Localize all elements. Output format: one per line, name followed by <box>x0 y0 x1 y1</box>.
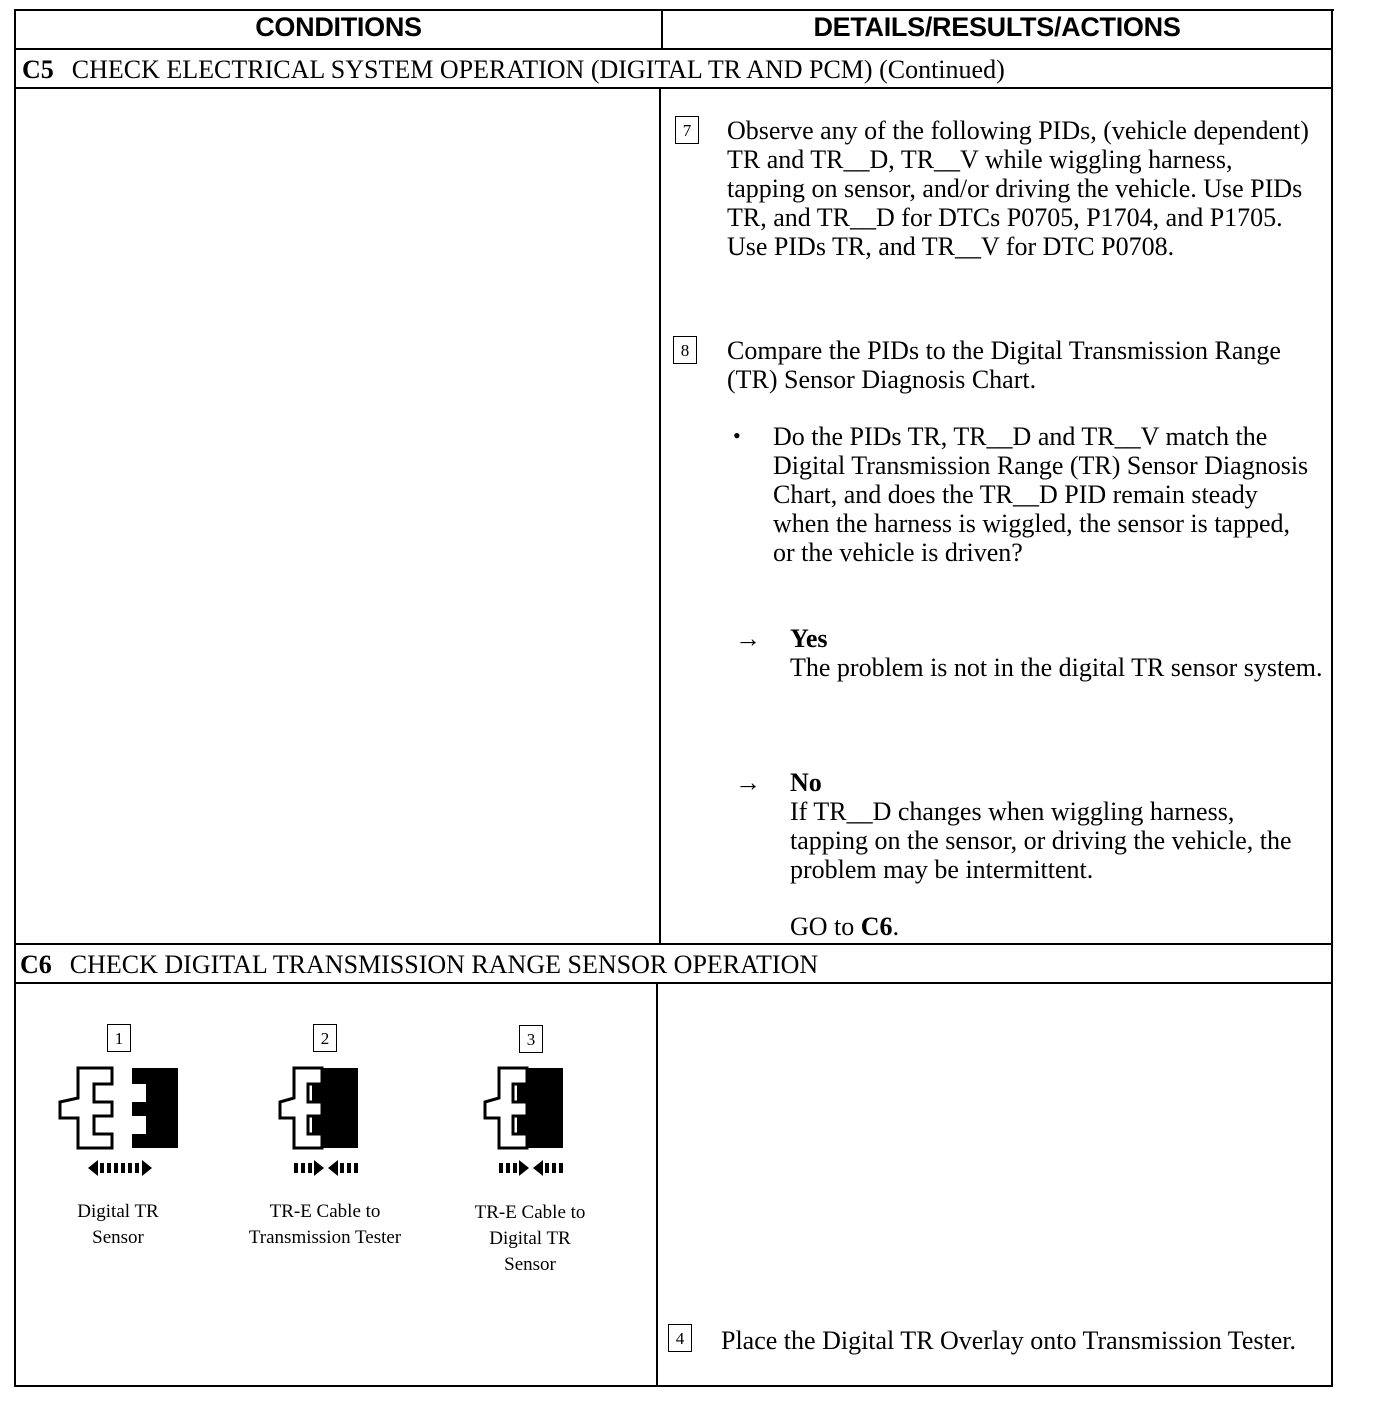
step-8-text: Compare the PIDs to the Digital Transmission Range (TR) Sensor Diagnosis Chart. <box>727 336 1281 394</box>
goto-suffix: . <box>892 912 900 941</box>
no-arrow: → <box>735 768 761 797</box>
outer-bottom-border <box>14 1385 1333 1387</box>
figure-1-connector-diagram <box>52 1062 192 1182</box>
c6-title-text: CHECK DIGITAL TRANSMISSION RANGE SENSOR OPERATION <box>69 950 819 979</box>
no-label: No <box>790 768 822 797</box>
outer-top-border <box>14 9 1334 11</box>
inward-arrows <box>499 1160 563 1176</box>
figure-2-connector-diagram <box>272 1062 382 1182</box>
outer-right-border <box>1331 9 1333 1387</box>
yes-text: The problem is not in the digital TR sensor system. <box>790 653 1323 682</box>
figure-3-caption-line-2: Digital TR <box>489 1228 571 1249</box>
step-8-box: 8 <box>673 336 697 364</box>
goto-c6 <box>790 912 899 941</box>
figure-3-caption <box>420 1200 640 1278</box>
yes-arrow: → <box>735 624 761 653</box>
inward-arrows <box>294 1160 358 1176</box>
goto-prefix: GO to <box>790 912 855 941</box>
figure-2-caption-line-1: TR-E Cable to <box>269 1201 381 1222</box>
step-8-bullet-text: Do the PIDs TR, TR__D and TR__V match the Digital Transmission Range (TR) Sensor Diagnosis Chart, and does the TR__D PID remain steady when the harness is wiggled, the sensor is tapped, or the vehicle is driven? <box>773 422 1309 567</box>
connector-white-half <box>485 1068 527 1148</box>
step-4-box: 4 <box>668 1324 692 1352</box>
c6-column-divider <box>656 982 658 1387</box>
figure-2-number: 2 <box>313 1024 337 1052</box>
no-block <box>790 768 1315 884</box>
c5-code: C5 <box>22 55 54 84</box>
figure-1-caption-line-1: Digital TR <box>77 1201 159 1222</box>
figure-3-connector-diagram <box>477 1062 587 1182</box>
step-7-text: Observe any of the following PIDs, (vehicle dependent) TR and TR__D, TR__V while wiggling harness, tapping on sensor, and/or driving the vehicle. Use PIDs TR, and TR__D for DTCs P0705, P1704, and P1705. Use PIDs TR, and TR__V for DTC P0708. <box>727 116 1309 261</box>
goto-target: C6 <box>860 912 893 941</box>
connector-white-half <box>60 1068 112 1148</box>
details-header: DETAILS/RESULTS/ACTIONS <box>813 12 1181 42</box>
outer-left-border <box>14 9 16 1387</box>
figure-3-caption-line-3: Sensor <box>504 1254 556 1275</box>
connector-black-half <box>132 1068 178 1148</box>
step-7-box: 7 <box>675 116 699 144</box>
step-4-text: Place the Digital TR Overlay onto Transmission Tester. <box>721 1326 1296 1355</box>
conditions-header: CONDITIONS <box>255 12 422 42</box>
figure-1-caption <box>8 1199 228 1251</box>
figure-1-caption-line-2: Sensor <box>92 1227 144 1248</box>
figure-1-number: 1 <box>107 1024 131 1052</box>
outward-arrows <box>88 1160 152 1176</box>
c6-title-divider <box>14 982 1333 984</box>
connector-white-half <box>280 1068 322 1148</box>
c5-title-text: CHECK ELECTRICAL SYSTEM OPERATION (DIGITAL TR AND PCM) (Continued) <box>71 55 1005 84</box>
figure-2-caption <box>215 1199 435 1251</box>
figure-3-number: 3 <box>519 1025 543 1053</box>
c5-title-divider <box>14 87 1333 89</box>
step-8-bullet-dot: • <box>733 423 741 448</box>
figure-3-caption-line-1: TR-E Cable to <box>474 1202 586 1223</box>
yes-block <box>790 624 1325 682</box>
c5-section-title <box>22 55 1005 85</box>
c6-top-divider <box>14 943 1333 945</box>
c6-section-title <box>20 950 818 980</box>
c6-code: C6 <box>20 950 52 979</box>
yes-label: Yes <box>790 624 828 653</box>
c5-column-divider <box>659 87 661 945</box>
no-text: If TR__D changes when wiggling harness, tapping on the sensor, or driving the vehicle, the problem may be intermittent. <box>790 797 1292 884</box>
header-divider <box>14 48 1333 50</box>
figure-2-caption-line-2: Transmission Tester <box>248 1227 402 1248</box>
